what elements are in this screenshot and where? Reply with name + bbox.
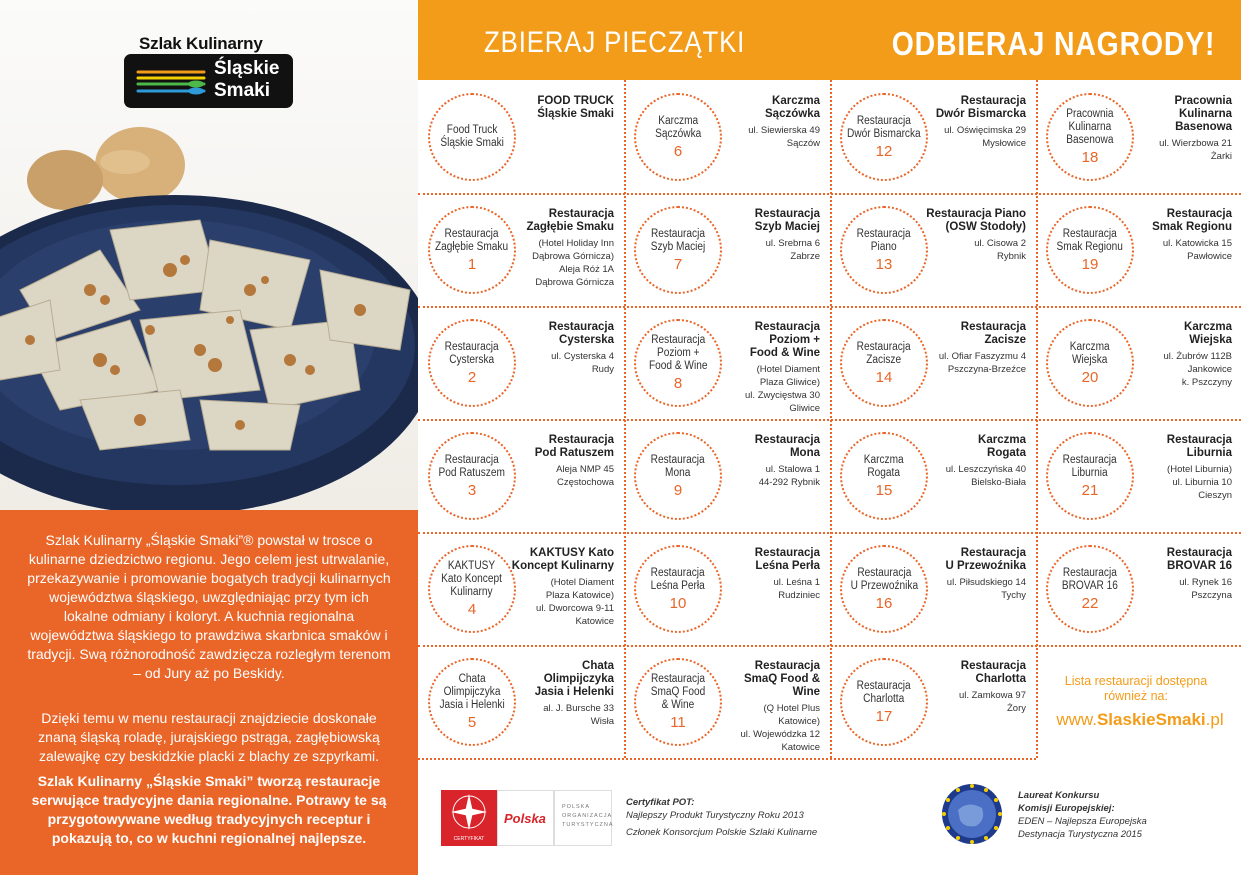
restaurant-address: ul. Srebrna 6 Zabrze	[765, 238, 820, 262]
stamp-circle	[428, 432, 516, 520]
stamp-number: 19	[1081, 255, 1099, 273]
stamp-cell	[1036, 193, 1241, 306]
restaurant-info	[510, 660, 614, 728]
stamp-cell	[830, 306, 1036, 419]
stamp-circle-label: Restauracja Mona	[650, 453, 706, 479]
restaurant-address: ul. Piłsudskiego 14 Tychy	[946, 577, 1026, 601]
brand-title: Szlak Kulinarny	[139, 34, 263, 53]
stamp-number: 5	[467, 714, 477, 731]
stamp-cell	[418, 532, 624, 645]
stamp-circle-label: Restauracja Pod Ratuszem	[438, 453, 506, 479]
restaurant-name: Restauracja Piano (OSW Stodoły)	[926, 208, 1026, 233]
stamp-circle-label: Restauracja Zacisze	[856, 340, 912, 366]
stamp-number: 4	[467, 601, 477, 618]
pot-certificate-logo: CERTYFIKAT	[441, 790, 497, 846]
stamp-circle	[428, 658, 516, 746]
stamp-circle-label: Pracownia Kulinarna Basenowa	[1066, 108, 1114, 146]
compass-star-icon	[441, 790, 497, 836]
stamp-cell	[624, 645, 830, 758]
stamp-cell	[418, 80, 624, 193]
header-banner	[418, 0, 1241, 80]
stamp-number: 21	[1081, 481, 1099, 499]
restaurant-address: ul. Żubrów 112B Jankowice k. Pszczyny	[1163, 351, 1232, 388]
restaurant-info	[510, 321, 614, 376]
restaurant-address: ul. Cisowa 2 Rybnik	[974, 238, 1026, 262]
stamp-cell	[830, 80, 1036, 193]
restaurant-name: Karczma Wiejska	[1184, 321, 1232, 346]
stamp-number: 1	[467, 255, 477, 273]
stamp-number: 3	[467, 481, 477, 499]
stamp-circle-label: Restauracja Smak Regionu	[1056, 227, 1124, 253]
dumplings-photo	[0, 120, 418, 510]
eden-logo	[938, 780, 1006, 848]
stamp-number: 2	[467, 368, 477, 386]
restaurant-info	[716, 321, 820, 415]
stamp-circle	[428, 545, 516, 633]
restaurant-address: al. J. Bursche 33 Wisła	[543, 703, 614, 727]
intro-panel	[0, 510, 418, 875]
stamp-number: 12	[875, 142, 893, 160]
restaurant-address: Aleja NMP 45 Częstochowa	[556, 464, 614, 488]
restaurant-name: Restauracja Zacisze	[960, 321, 1026, 346]
restaurant-info	[716, 660, 820, 754]
stamp-circle-label: Restauracja Piano	[856, 227, 912, 253]
restaurant-address: ul. Rynek 16 Pszczyna	[1179, 577, 1232, 601]
row-divider	[418, 758, 1036, 760]
stamp-number: 22	[1081, 594, 1099, 612]
restaurant-address: ul. Leśna 1 Rudziniec	[773, 577, 820, 601]
restaurant-name: Restauracja Cysterska	[548, 321, 614, 346]
restaurant-info	[1128, 434, 1232, 502]
stamp-circle	[840, 658, 928, 746]
stamp-cell	[624, 193, 830, 306]
stamp-cell	[830, 419, 1036, 532]
restaurant-info	[510, 208, 614, 289]
restaurant-info	[510, 547, 614, 628]
stamp-circle	[634, 319, 722, 407]
stamp-cell	[624, 80, 830, 193]
stamp-circle-label: Restauracja Zagłębie Smaku	[435, 227, 509, 253]
restaurant-info	[716, 434, 820, 489]
restaurant-address: ul. Ofiar Faszyzmu 4 Pszczyna-Brzeźce	[938, 351, 1026, 375]
stamp-circle-label: Restauracja U Przewoźnika	[850, 566, 918, 592]
restaurant-info	[922, 660, 1026, 715]
restaurant-name: Restauracja Szyb Maciej	[754, 208, 820, 233]
eden-award-text: Laureat Konkursu Komisji Europejskiej: EDEN – Najlepsza Europejska Destynacja Turystyczna 2015	[1018, 790, 1147, 840]
stamp-number: 18	[1081, 149, 1099, 166]
stamp-circle	[1046, 93, 1134, 181]
restaurant-address: ul. Oświęcimska 29 Mysłowice	[944, 125, 1026, 149]
stamp-number: 9	[673, 481, 683, 499]
stamp-cell	[624, 532, 830, 645]
stamp-cell	[418, 645, 624, 758]
intro-paragraph-3: Szlak Kulinarny „Śląskie Smaki” tworzą restauracje serwujące tradycyjne dania regionalne. Potrawy te są przygotowywane według tradycyjnych receptur i pokazują to, co w kuchni regionalnej najlepsze.	[31, 773, 387, 846]
restaurant-address: ul. Zamkowa 97 Żory	[958, 690, 1026, 714]
stamp-circle	[1046, 206, 1134, 294]
restaurant-name: KAKTUSY Kato Koncept Kulinarny	[511, 547, 614, 572]
stamp-cell	[1036, 306, 1241, 419]
restaurant-name: Restauracja Liburnia	[1166, 434, 1232, 459]
stamp-circle	[840, 545, 928, 633]
header-collect-stamps: ZBIERAJ PIECZĄTKI	[484, 26, 746, 59]
stamp-cell	[418, 419, 624, 532]
stamp-number: 16	[875, 594, 893, 612]
stamp-circle	[428, 206, 516, 294]
stamp-circle	[840, 206, 928, 294]
stamp-circle-label: Restauracja Leśna Perła	[650, 566, 706, 592]
restaurant-name: Karczma Rogata	[978, 434, 1026, 459]
stamp-circle-label: Karczma Wiejska	[1070, 340, 1110, 366]
restaurant-info	[510, 95, 614, 121]
restaurant-address: ul. Leszczyńska 40 Bielsko-Biała	[945, 464, 1026, 488]
stamp-circle-label: Restauracja Liburnia	[1062, 453, 1118, 479]
stamp-cell	[1036, 419, 1241, 532]
stamp-number: 10	[669, 594, 687, 612]
stamp-circle	[840, 432, 928, 520]
stamp-number: 17	[875, 707, 893, 725]
stamp-circle	[634, 432, 722, 520]
stamp-circle	[634, 93, 722, 181]
stamp-cell	[830, 645, 1036, 758]
brand-name: Śląskie Smaki	[214, 58, 280, 101]
restaurant-info	[1128, 208, 1232, 263]
column-divider	[624, 80, 626, 758]
restaurant-address: (Hotel Liburnia) ul. Liburnia 10 Cieszyn	[1167, 464, 1232, 501]
stamp-number: 13	[875, 255, 893, 273]
restaurant-name: Restauracja Zagłębie Smaku	[526, 208, 614, 233]
stamp-circle	[1046, 319, 1134, 407]
stamp-grid	[418, 80, 1241, 757]
cutlery-icon	[136, 67, 206, 97]
stamp-circle	[634, 658, 722, 746]
restaurant-address: ul. Siewierska 49 Sączów	[748, 125, 820, 149]
stamp-number: 11	[670, 714, 686, 731]
stamp-circle-label: Food Truck Śląskie Smaki	[440, 124, 504, 149]
restaurant-info	[510, 434, 614, 489]
photo-area	[0, 0, 418, 510]
restaurant-address: (Hotel Diament Plaza Katowice) ul. Dworcowa 9-11 Katowice	[536, 577, 614, 627]
restaurant-info	[922, 434, 1026, 489]
stamp-circle-label: Chata Olimpijczyka Jasia i Helenki	[439, 673, 505, 711]
restaurant-info	[922, 547, 1026, 602]
restaurant-name: Restauracja Pod Ratuszem	[534, 434, 614, 459]
column-divider	[1036, 80, 1038, 758]
stamp-number: 6	[673, 142, 683, 160]
stamp-circle-label: Restauracja BROVAR 16	[1061, 566, 1119, 592]
stamp-circle-label: KAKTUSY Kato Koncept Kulinarny	[441, 560, 503, 598]
restaurant-name: Restauracja Poziom + Food & Wine	[749, 321, 820, 359]
restaurant-name: Chata Olimpijczyka Jasia i Helenki	[534, 660, 614, 698]
restaurant-name: Restauracja Dwór Bismarcka	[935, 95, 1026, 120]
stamp-circle	[634, 545, 722, 633]
stamp-number: 15	[875, 481, 893, 499]
website-link[interactable]: www.SlaskieSmaki.pl	[1056, 710, 1224, 729]
stamp-circle	[1046, 432, 1134, 520]
stamp-cell	[830, 532, 1036, 645]
stamp-number: 14	[875, 368, 893, 386]
restaurant-address: ul. Wierzbowa 21 Żarki	[1159, 138, 1232, 162]
more-info-text: Lista restauracji dostępna również na:	[1064, 674, 1208, 703]
intro-paragraph-2: Dzięki temu w menu restauracji znajdziecie doskonałe znaną śląską roladę, jurajskiego pstrąga, zagłębiowską zalewajkę czy beskidzkie placki z blachy ze szpyrkami.	[38, 710, 380, 764]
certificate-text: Certyfikat POT: Najlepszy Produkt Turystyczny Roku 2013 Członek Konsorcjum Polskie Szlaki Kulinarne	[626, 797, 818, 838]
restaurant-info	[922, 208, 1026, 263]
stamp-cell	[830, 193, 1036, 306]
stamp-circle	[1046, 545, 1134, 633]
stamp-circle-label: Karczma Rogata	[864, 453, 904, 479]
stamp-circle	[428, 319, 516, 407]
stamp-cell	[418, 306, 624, 419]
stamp-circle	[840, 319, 928, 407]
stamp-circle-label: Restauracja SmaQ Food & Wine	[650, 673, 706, 711]
restaurant-name: Pracownia Kulinarna Basenowa	[1174, 95, 1232, 133]
restaurant-name: Restauracja SmaQ Food & Wine	[743, 660, 820, 698]
stamp-circle	[428, 93, 516, 181]
restaurant-name: Restauracja BROVAR 16	[1166, 547, 1232, 572]
restaurant-address: ul. Cysterska 4 Rudy	[551, 351, 614, 375]
stamp-cell	[624, 306, 830, 419]
restaurant-info	[716, 208, 820, 263]
restaurant-address: ul. Katowicka 15 Pawłowice	[1162, 238, 1232, 262]
restaurant-address: (Q Hotel Plus Katowice) ul. Wojewódzka 12 Katowice	[740, 703, 820, 753]
stamp-circle-label: Karczma Sączówka	[654, 114, 702, 140]
stamp-cell	[1036, 80, 1241, 193]
pot-organization-logo: POLSKA ORGANIZACJA TURYSTYCZNA	[554, 790, 612, 846]
restaurant-name: Restauracja Mona	[754, 434, 820, 459]
left-panel	[0, 0, 418, 875]
stamp-cell	[624, 419, 830, 532]
restaurant-info	[1128, 321, 1232, 389]
brand-logo	[124, 54, 293, 108]
stamp-circle-label: Restauracja Dwór Bismarcka	[847, 114, 921, 140]
column-divider	[830, 80, 832, 758]
stamp-circle-label: Restauracja Cysterska	[444, 340, 500, 366]
stamp-circle-label: Restauracja Charlotta	[856, 679, 912, 705]
restaurant-info	[1128, 547, 1232, 602]
restaurant-info	[922, 321, 1026, 376]
stamp-circle	[840, 93, 928, 181]
restaurant-name: Restauracja Charlotta	[960, 660, 1026, 685]
stamp-circle-label: Restauracja Poziom + Food & Wine	[648, 334, 708, 372]
stamp-circle	[634, 206, 722, 294]
restaurant-address: (Hotel Diament Plaza Gliwice) ul. Zwycięstwa 30 Gliwice	[745, 364, 820, 414]
restaurant-name: Restauracja Smak Regionu	[1152, 208, 1232, 233]
stamp-number: 8	[673, 375, 683, 392]
stamp-circle-label: Restauracja Szyb Maciej	[650, 227, 706, 253]
restaurant-info	[922, 95, 1026, 150]
restaurant-info	[716, 95, 820, 150]
restaurant-address: ul. Stalowa 1 44-292 Rybnik	[758, 464, 820, 488]
restaurant-name: Restauracja U Przewoźnika	[945, 547, 1026, 572]
intro-paragraph-1: Szlak Kulinarny „Śląskie Smaki”® powstał w trosce o kulinarne dziedzictwo regionu. Jego celem jest utrwalanie, przekazywanie i promowanie bogatych tradycji kulinarnych województwa śląskiego, uwzględniając przy tym ich lokalne odmiany i koloryt. A kuchnia regionalna województwa śląskiego to prawdziwa skarbnica smaków i tradycji. Swą różnorodność zawdzięcza rozległym terenom – od Jury aż po Beskidy.	[27, 532, 391, 681]
restaurant-name: FOOD TRUCK Śląskie Smaki	[537, 95, 614, 120]
stamp-number: 20	[1081, 368, 1099, 386]
stamp-cell	[1036, 532, 1241, 645]
restaurant-address: (Hotel Holiday Inn Dąbrowa Górnicza) Aleja Róż 1A Dąbrowa Górnicza	[532, 238, 614, 288]
header-get-prizes: ODBIERAJ NAGRODY!	[891, 25, 1215, 62]
stamp-number: 7	[673, 255, 683, 273]
restaurant-info	[1128, 95, 1232, 163]
stamp-cell	[418, 193, 624, 306]
restaurant-name: Restauracja Leśna Perła	[754, 547, 820, 572]
polska-logo: Polska	[497, 790, 554, 846]
restaurant-info	[716, 547, 820, 602]
restaurant-name: Karczma Sączówka	[765, 95, 820, 120]
